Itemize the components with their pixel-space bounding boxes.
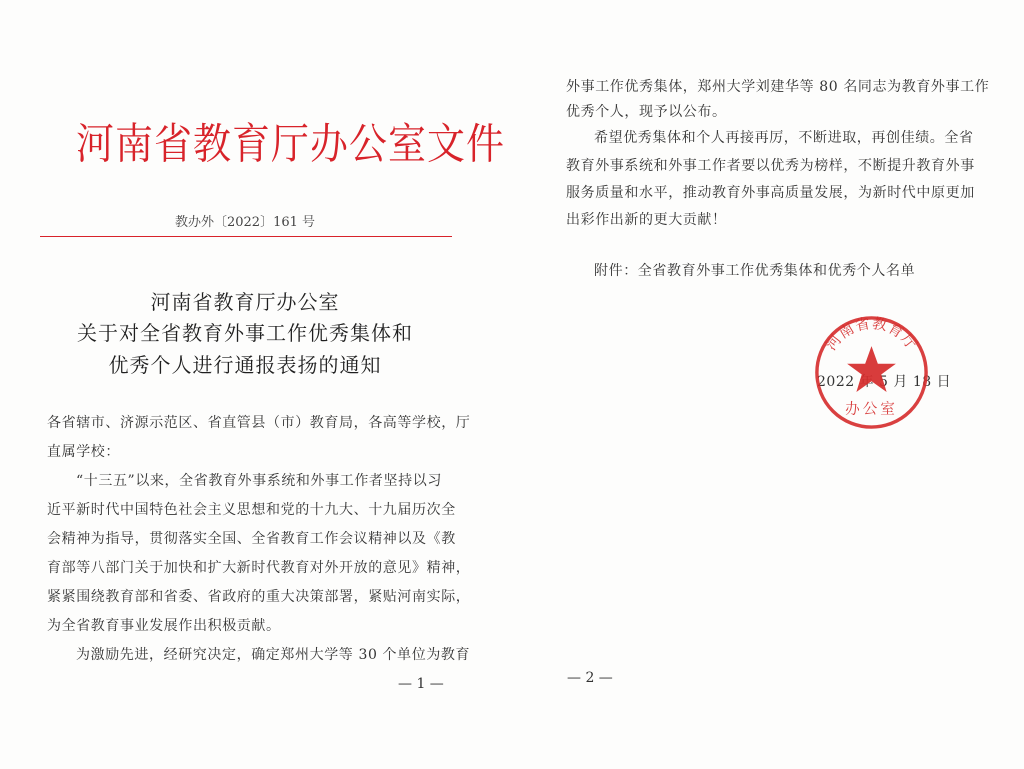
notice-title-line: 优秀个人进行通报表扬的通知 [108,353,382,377]
body-text-line: 会精神为指导，贯彻落实全国、全省教育工作会议精神以及《教 [47,531,456,547]
attachment-line: 附件：全省教育外事工作优秀集体和优秀个人名单 [594,263,916,279]
notice-title-line: 关于对全省教育外事工作优秀集体和 [77,321,413,345]
page-number: — 1 — [398,676,444,692]
body-text-line: 服务质量和水平，推动教育外事高质量发展，为新时代中原更加 [566,185,975,201]
body-text-line: 外事工作优秀集体，郑州大学刘建华等 80 名同志为教育外事工作 [566,79,990,95]
svg-text:办公室: 办公室 [845,400,898,418]
svg-text:河南省教育厅: 河南省教育厅 [822,315,921,354]
issue-date: 2022 年 5 月 18 日 [817,374,952,390]
body-text-line: 育部等八部门关于加快和扩大新时代教育对外开放的意见》精神， [47,560,471,576]
official-seal [813,314,930,431]
body-text-line: “十三五”以来，全省教育外事系统和外事工作者坚持以习 [76,473,442,489]
body-text-line: 为全省教育事业发展作出积极贡献。 [47,618,281,634]
body-text-line: 出彩作出新的更大贡献！ [566,212,727,228]
page-number: — 2 — [567,670,613,686]
notice-title-line: 河南省教育厅办公室 [150,290,340,314]
body-text-line: 近平新时代中国特色社会主义思想和党的十九大、十九届历次全 [47,502,456,518]
document-header: 河南省教育厅办公室文件 [76,119,506,169]
salutation-line: 各省辖市、济源示范区、省直管县（市）教育局，各高等学校，厅 [47,415,471,431]
body-text-line: 教育外事系统和外事工作者要以优秀为榜样，不断提升教育外事 [566,158,975,174]
body-text-line: 紧紧围绕教育部和省委、省政府的重大决策部署，紧贴河南实际， [47,589,471,605]
salutation-line: 直属学校： [47,444,120,460]
seal-star-icon [847,346,896,392]
body-text-line: 优秀个人，现予以公布。 [566,104,727,120]
document-number: 教办外〔2022〕161 号 [174,215,316,230]
body-text-line: 为激励先进，经研究决定，确定郑州大学等 30 个单位为教育 [76,647,471,663]
body-text-line: 希望优秀集体和个人再接再厉，不断进取，再创佳绩。全省 [594,130,974,146]
header-divider [40,236,452,237]
